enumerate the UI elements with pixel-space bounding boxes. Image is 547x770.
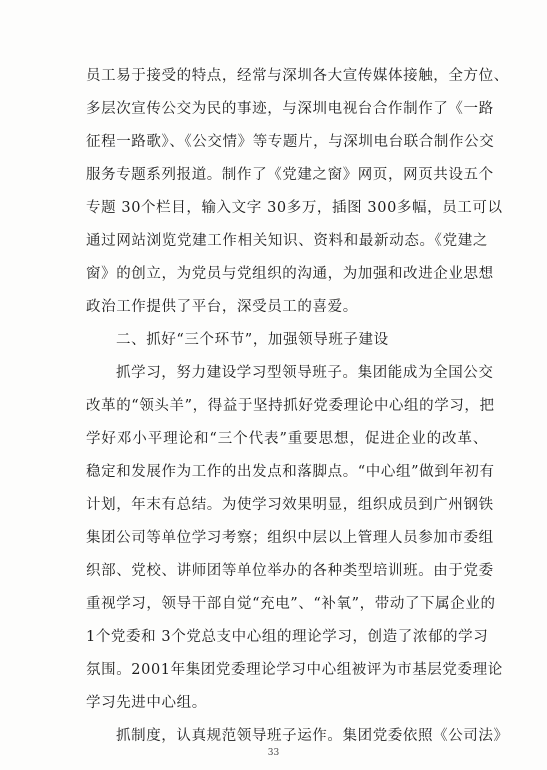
body-text-line: 通过网站浏览党建工作相关知识、资料和最新动态。《党建之 — [86, 233, 488, 249]
body-text-line: 员工易于接受的特点，经常与深圳各大宣传媒体接触，全方位、 — [86, 68, 509, 84]
body-text-line: 计划，年末有总结。为使学习效果明显，组织成员到广州钢铁 — [86, 497, 494, 513]
body-text-line: 重视学习，领导干部自觉“充电”、“补氧”，带动了下属企业的 — [86, 596, 496, 612]
body-text-line: 织部、党校、讲师团等单位举办的各种类型培训班。由于党委 — [86, 563, 494, 579]
body-text-line: 改革的“领头羊”，得益于坚持抓好党委理论中心组的学习，把 — [86, 398, 495, 414]
paragraph-first-line: 抓学习，努力建设学习型领导班子。集团能成为全国公交 — [116, 365, 494, 381]
paragraph-first-line: 抓制度，认真规范领导班子运作。集团党委依照《公司法》 — [116, 728, 509, 744]
body-text-line: 1个党委和 3个党总支中心组的理论学习，创造了浓郁的学习 — [86, 629, 489, 645]
body-text-line: 服务专题系列报道。制作了《党建之窗》网页，网页共设五个 — [86, 167, 494, 183]
body-text-line: 学习先进中心组。 — [86, 695, 207, 711]
body-text-line: 征程一路歌》、《公交情》等专题片，与深圳电台联合制作公交 — [86, 134, 495, 150]
page-number: 33 — [267, 748, 280, 758]
body-text-line: 集团公司等单位学习考察；组织中层以上管理人员参加市委组 — [86, 530, 494, 546]
body-text-line: 政治工作提供了平台，深受员工的喜爱。 — [86, 299, 358, 315]
body-text-line: 专题 30个栏目，输入文字 30多万，插图 300多幅，员工可以 — [86, 200, 503, 216]
body-text-line: 窗》的创立，为党员与党组织的沟通，为加强和改进企业思想 — [86, 266, 494, 282]
section-heading: 二、抓好“三个环节”，加强领导班子建设 — [116, 332, 389, 348]
body-text-line: 稳定和发展作为工作的出发点和落脚点。“中心组”做到年初有 — [86, 464, 495, 480]
body-text-line: 多层次宣传公交为民的事迹，与深圳电视台合作制作了《一路 — [86, 101, 494, 117]
body-text-line: 氛围。2001年集团党委理论学习中心组被评为市基层党委理论 — [86, 662, 503, 678]
body-text-line: 学好邓小平理论和“三个代表”重要思想，促进企业的改革、 — [86, 431, 488, 447]
